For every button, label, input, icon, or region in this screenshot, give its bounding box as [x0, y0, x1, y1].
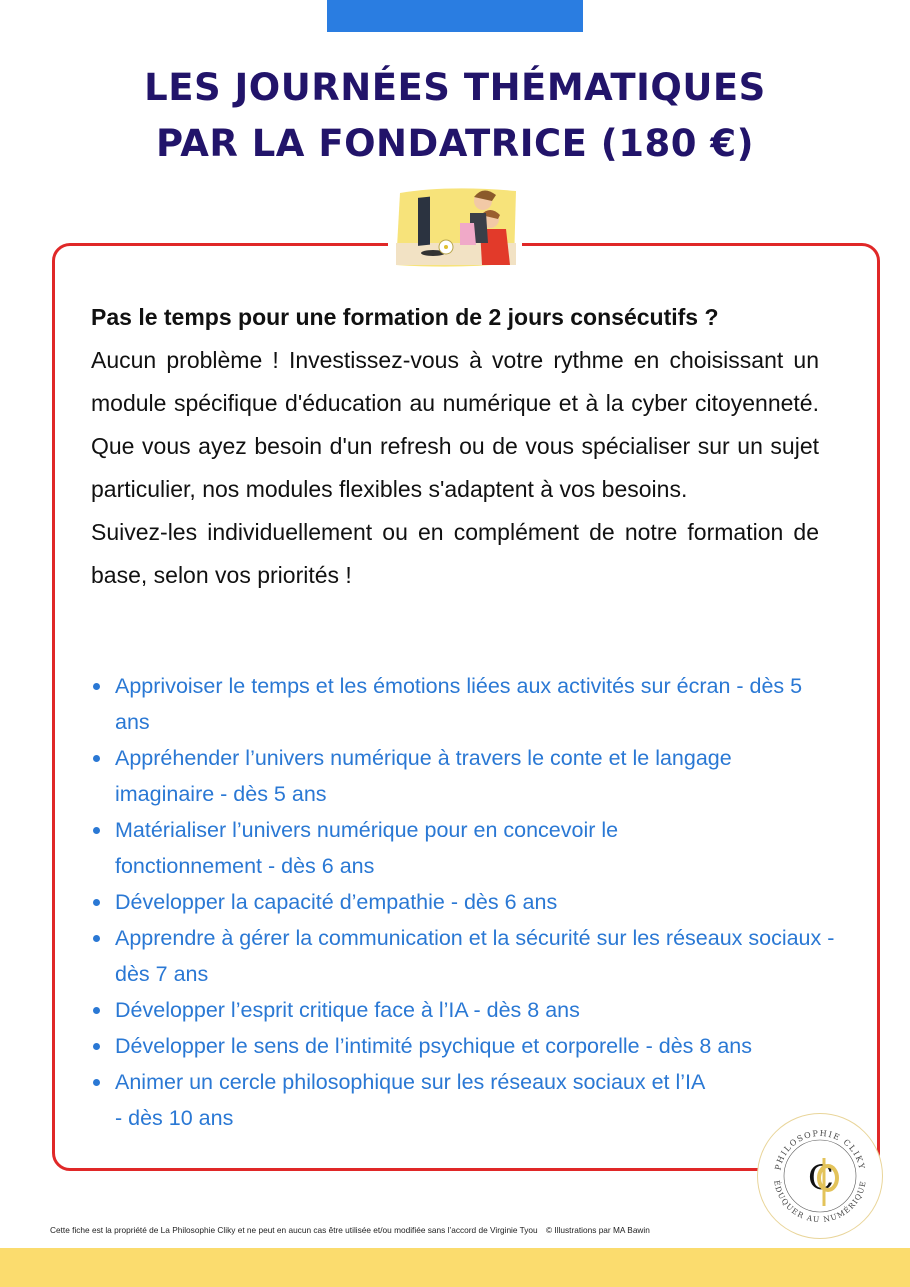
module-item: Animer un cercle philosophique sur les réseaux sociaux et l’IA - dès 10 ans [91, 1064, 836, 1136]
copyright-text: Cette fiche est la propriété de La Philosophie Cliky et ne peut en aucun cas être utilisée et/ou modifiée sans l’accord de Virginie Tyou [50, 1225, 538, 1235]
page-title [0, 60, 910, 172]
title-line-1: LES JOURNÉES THÉMATIQUES [144, 66, 766, 109]
footer-notice [50, 1225, 650, 1235]
module-item: Apprendre à gérer la communication et la sécurité sur les réseaux sociaux - dès 7 ans [91, 920, 836, 992]
title-line-2: PAR LA FONDATRICE (180 €) [156, 122, 754, 165]
children-computer-illustration [388, 183, 522, 271]
svg-text:PHILOSOPHIE CLIKY: PHILOSOPHIE CLIKY [773, 1128, 867, 1171]
module-item: Développer la capacité d’empathie - dès 6 ans [91, 884, 836, 920]
module-item: Apprivoiser le temps et les émotions liées aux activités sur écran - dès 5 ans [91, 668, 836, 740]
svg-text:C: C [808, 1158, 835, 1198]
module-item: Développer le sens de l’intimité psychique et corporelle - dès 8 ans [91, 1028, 836, 1064]
intro-lead: Pas le temps pour une formation de 2 jours consécutifs ? [91, 304, 719, 330]
philosophie-cliky-logo [757, 1113, 883, 1239]
intro-paragraph-1: Aucun problème ! Investissez-vous à votre rythme en choisissant un module spécifique d'éducation au numérique et à la cyber citoyenneté. Que vous ayez besoin d'un refresh ou de vous spécialiser sur un sujet particulier, nos modules flexibles s'adaptent à vos besoins. [91, 347, 819, 502]
module-list [91, 668, 836, 1136]
module-item: Matérialiser l’univers numérique pour en concevoir le fonctionnement - dès 6 ans [91, 812, 836, 884]
bottom-accent-bar [0, 1248, 910, 1287]
module-item: Appréhender l’univers numérique à travers le conte et le langage imaginaire - dès 5 ans [91, 740, 836, 812]
module-item: Développer l’esprit critique face à l’IA - dès 8 ans [91, 992, 836, 1028]
top-accent-bar [327, 0, 583, 32]
copyright-icon: © [545, 1225, 553, 1235]
illustration-credits: Illustrations par MA Bawin [554, 1225, 650, 1235]
svg-text:ÉDUQUER AU NUMÉRIQUE: ÉDUQUER AU NUMÉRIQUE [772, 1179, 868, 1225]
intro-text [91, 296, 819, 597]
intro-paragraph-2: Suivez-les individuellement ou en complément de notre formation de base, selon vos priorités ! [91, 519, 819, 588]
